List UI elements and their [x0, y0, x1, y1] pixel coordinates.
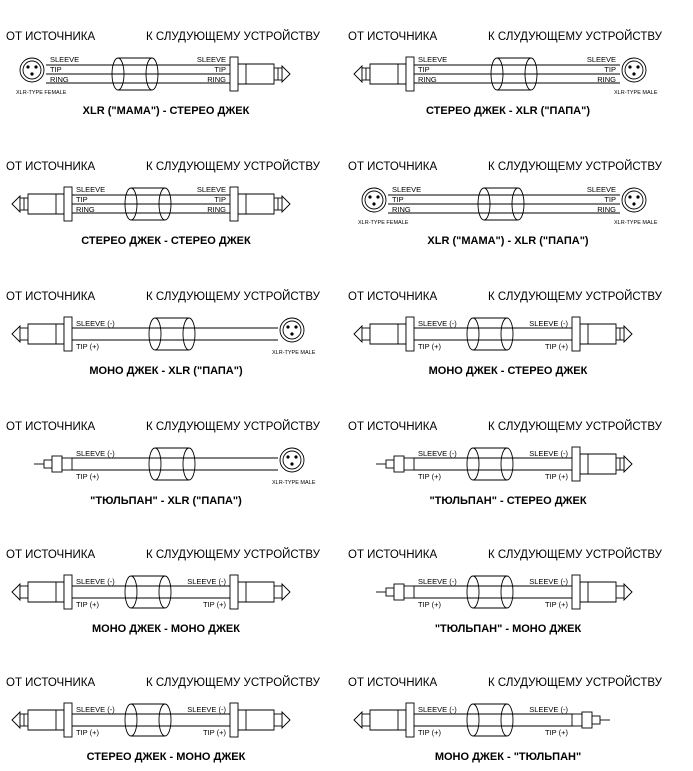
source-label: ОТ ИСТОЧНИКА [6, 161, 96, 173]
tip-label: TIP (+) [203, 728, 226, 737]
stereo-jack-connector [12, 703, 72, 737]
destination-label: К СЛУДУЮЩЕМУ УСТРОЙСТВУ [146, 421, 320, 433]
jack-collar [64, 187, 72, 221]
diagram-title: "ТЮЛЬПАН" - XLR ("ПАПА") [90, 495, 242, 507]
diagram-6 [348, 290, 663, 377]
diagram-title: "ТЮЛЬПАН" - МОНО ДЖЕК [434, 623, 582, 635]
rca-body [394, 584, 404, 600]
diagram-title: МОНО ДЖЕК - МОНО ДЖЕК [92, 623, 240, 635]
xlr-pin [632, 72, 635, 75]
jack-tip [12, 326, 20, 342]
xlr-pin [628, 65, 631, 68]
jack-ring-segment [362, 328, 370, 340]
diagram-11 [6, 676, 321, 763]
jack-collar [406, 703, 414, 737]
source-label: ОТ ИСТОЧНИКА [348, 421, 438, 433]
ring-label: RING [50, 75, 69, 84]
destination-label: К СЛУДУЮЩЕМУ УСТРОЙСТВУ [146, 677, 320, 689]
sleeve-label: SLEEVE (-) [187, 577, 226, 586]
jack-tip [624, 326, 632, 342]
diagram-8 [348, 420, 663, 507]
sleeve-label: SLEEVE (-) [76, 319, 115, 328]
tip-label: TIP [50, 65, 62, 74]
jack-tip [354, 712, 362, 728]
sleeve-label: SLEEVE [76, 185, 106, 194]
xlr-pin [290, 462, 293, 465]
rca-body [394, 456, 404, 472]
sleeve-label: SLEEVE (-) [418, 449, 457, 458]
sleeve-label: SLEEVE [418, 55, 448, 64]
tip-label: TIP [214, 65, 226, 74]
rca-sleeve [386, 588, 394, 596]
diagram-10 [348, 548, 663, 635]
stereo-jack-connector [230, 187, 290, 221]
jack-tip [282, 712, 290, 728]
jack-tip [624, 584, 632, 600]
xlr-pin [632, 202, 635, 205]
xlr-pin [372, 202, 375, 205]
source-label: ОТ ИСТОЧНИКА [6, 677, 96, 689]
sleeve-label: SLEEVE [196, 55, 226, 64]
xlr-shell [362, 188, 386, 212]
sleeve-label: SLEEVE (-) [76, 705, 115, 714]
diagram-2 [348, 30, 663, 117]
jack-collar [572, 447, 580, 481]
sleeve-label: SLEEVE [586, 185, 616, 194]
tip-label: TIP (+) [76, 342, 99, 351]
rca-body [52, 456, 62, 472]
jack-barrel [580, 454, 616, 474]
jack-barrel [580, 324, 616, 344]
source-label: ОТ ИСТОЧНИКА [348, 291, 438, 303]
tip-label: TIP (+) [545, 342, 568, 351]
jack-barrel [28, 194, 64, 214]
xlr-male-label: XLR-TYPE MALE [272, 480, 316, 486]
xlr-pin [376, 195, 379, 198]
sleeve-label: SLEEVE [50, 55, 80, 64]
tip-label: TIP [392, 195, 404, 204]
source-label: ОТ ИСТОЧНИКА [348, 549, 438, 561]
xlr-female-connector [362, 188, 386, 212]
jack-tip [354, 66, 362, 82]
tip-label: TIP (+) [76, 600, 99, 609]
sleeve-label: SLEEVE (-) [529, 577, 568, 586]
diagram-title: МОНО ДЖЕК - "ТЮЛЬПАН" [434, 751, 582, 763]
tip-label: TIP (+) [418, 472, 441, 481]
xlr-shell [20, 58, 44, 82]
sleeve-label: SLEEVE [586, 55, 616, 64]
tip-label: TIP (+) [545, 600, 568, 609]
diagram-3 [6, 160, 321, 247]
source-label: ОТ ИСТОЧНИКА [6, 31, 96, 43]
sleeve-label: SLEEVE (-) [76, 449, 115, 458]
mono-jack-connector [572, 575, 632, 609]
diagram-title: СТЕРЕО ДЖЕК - СТЕРЕО ДЖЕК [81, 235, 251, 247]
xlr-pin [636, 65, 639, 68]
tip-label: TIP (+) [76, 728, 99, 737]
jack-tip [12, 196, 20, 212]
jack-collar [230, 703, 238, 737]
cable-shield [467, 318, 513, 350]
jack-collar [64, 703, 72, 737]
cable-shield [467, 576, 513, 608]
tip-label: TIP (+) [545, 728, 568, 737]
diagram-title: СТЕРЕО ДЖЕК - МОНО ДЖЕК [86, 751, 246, 763]
mono-jack-connector [354, 317, 414, 351]
sleeve-label: SLEEVE [196, 185, 226, 194]
ring-label: RING [597, 75, 616, 84]
tip-label: TIP [418, 65, 430, 74]
destination-label: К СЛУДУЮЩЕМУ УСТРОЙСТВУ [488, 31, 662, 43]
tip-label: TIP (+) [418, 600, 441, 609]
xlr-pin [294, 325, 297, 328]
cable-shield [149, 318, 195, 350]
jack-tip [282, 196, 290, 212]
jack-collar [572, 575, 580, 609]
destination-label: К СЛУДУЮЩЕМУ УСТРОЙСТВУ [146, 549, 320, 561]
xlr-pin [30, 72, 33, 75]
sleeve-label: SLEEVE (-) [418, 577, 457, 586]
tip-label: TIP [604, 65, 616, 74]
jack-ring-segment [616, 586, 624, 598]
stereo-jack-connector [354, 57, 414, 91]
rca-connector [376, 584, 414, 600]
xlr-male-label: XLR-TYPE MALE [614, 90, 658, 96]
sleeve-label: SLEEVE (-) [187, 705, 226, 714]
diagram-12 [348, 676, 663, 763]
jack-collar [406, 317, 414, 351]
rca-grip [404, 458, 414, 470]
diagram-1 [6, 30, 321, 117]
jack-collar [230, 575, 238, 609]
jack-barrel [28, 324, 64, 344]
jack-ring-segment [362, 714, 370, 726]
rca-connector [572, 712, 610, 728]
source-label: ОТ ИСТОЧНИКА [6, 549, 96, 561]
sleeve-label: SLEEVE [392, 185, 422, 194]
source-label: ОТ ИСТОЧНИКА [348, 31, 438, 43]
stereo-jack-connector [572, 447, 632, 481]
jack-barrel [580, 582, 616, 602]
diagram-title: МОНО ДЖЕК - СТЕРЕО ДЖЕК [428, 365, 588, 377]
jack-tip [282, 66, 290, 82]
sleeve-label: SLEEVE (-) [418, 705, 457, 714]
tip-label: TIP (+) [203, 600, 226, 609]
stereo-jack-connector [12, 187, 72, 221]
jack-ring-segment [274, 586, 282, 598]
source-label: ОТ ИСТОЧНИКА [348, 161, 438, 173]
jack-tip [282, 584, 290, 600]
jack-barrel [28, 582, 64, 602]
ring-label: RING [207, 75, 226, 84]
source-label: ОТ ИСТОЧНИКА [348, 677, 438, 689]
jack-barrel [238, 194, 274, 214]
mono-jack-connector [354, 703, 414, 737]
xlr-shell [280, 318, 304, 342]
destination-label: К СЛУДУЮЩЕМУ УСТРОЙСТВУ [488, 549, 662, 561]
diagram-title: XLR ("МАМА") - XLR ("ПАПА") [427, 235, 589, 247]
ring-label: RING [207, 205, 226, 214]
jack-tip [354, 326, 362, 342]
tip-label: TIP [604, 195, 616, 204]
jack-tip [624, 456, 632, 472]
xlr-pin [290, 332, 293, 335]
destination-label: К СЛУДУЮЩЕМУ УСТРОЙСТВУ [146, 161, 320, 173]
cable-shield [467, 704, 513, 736]
xlr-female-label: XLR-TYPE FEMALE [16, 90, 67, 96]
xlr-male-label: XLR-TYPE MALE [614, 220, 658, 226]
destination-label: К СЛУДУЮЩЕМУ УСТРОЙСТВУ [146, 31, 320, 43]
jack-tip [12, 712, 20, 728]
xlr-pin [294, 455, 297, 458]
xlr-shell [280, 448, 304, 472]
diagram-title: XLR ("МАМА") - СТЕРЕО ДЖЕК [82, 105, 250, 117]
diagram-title: СТЕРЕО ДЖЕК - XLR ("ПАПА") [426, 105, 590, 117]
mono-jack-connector [12, 317, 72, 351]
destination-label: К СЛУДУЮЩЕМУ УСТРОЙСТВУ [488, 421, 662, 433]
diagram-5 [6, 290, 321, 377]
diagram-7 [6, 420, 321, 507]
sleeve-label: SLEEVE (-) [529, 319, 568, 328]
cable-shield [149, 448, 195, 480]
destination-label: К СЛУДУЮЩЕМУ УСТРОЙСТВУ [488, 161, 662, 173]
xlr-pin [286, 325, 289, 328]
xlr-male-connector [622, 58, 646, 82]
stereo-jack-connector [230, 57, 290, 91]
jack-collar [406, 57, 414, 91]
stereo-jack-connector [572, 317, 632, 351]
xlr-pin [34, 65, 37, 68]
ring-label: RING [597, 205, 616, 214]
jack-collar [572, 317, 580, 351]
rca-connector [34, 456, 72, 472]
jack-barrel [370, 324, 406, 344]
mono-jack-connector [230, 575, 290, 609]
rca-sleeve [44, 460, 52, 468]
ring-label: RING [392, 205, 411, 214]
ring-label: RING [76, 205, 95, 214]
xlr-pin [636, 195, 639, 198]
tip-label: TIP [214, 195, 226, 204]
sleeve-label: SLEEVE (-) [529, 449, 568, 458]
cable-shield [125, 576, 171, 608]
tip-label: TIP (+) [418, 728, 441, 737]
sleeve-label: SLEEVE (-) [529, 705, 568, 714]
xlr-male-connector [622, 188, 646, 212]
rca-grip [62, 458, 72, 470]
mono-jack-connector [12, 575, 72, 609]
source-label: ОТ ИСТОЧНИКА [6, 291, 96, 303]
rca-connector [376, 456, 414, 472]
destination-label: К СЛУДУЮЩЕМУ УСТРОЙСТВУ [146, 291, 320, 303]
jack-ring-segment [20, 586, 28, 598]
jack-collar [64, 575, 72, 609]
tip-label: TIP [76, 195, 88, 204]
jack-tip [12, 584, 20, 600]
source-label: ОТ ИСТОЧНИКА [6, 421, 96, 433]
tip-label: TIP (+) [418, 342, 441, 351]
xlr-pin [628, 195, 631, 198]
jack-barrel [28, 710, 64, 730]
rca-grip [404, 586, 414, 598]
xlr-shell [622, 188, 646, 212]
jack-barrel [370, 710, 406, 730]
ring-label: RING [418, 75, 437, 84]
xlr-female-connector [20, 58, 44, 82]
xlr-pin [368, 195, 371, 198]
xlr-pin [286, 455, 289, 458]
diagram-9 [6, 548, 321, 635]
xlr-male-label: XLR-TYPE MALE [272, 350, 316, 356]
rca-sleeve [592, 716, 600, 724]
sleeve-label: SLEEVE (-) [418, 319, 457, 328]
jack-ring-segment [274, 714, 282, 726]
jack-collar [64, 317, 72, 351]
destination-label: К СЛУДУЮЩЕМУ УСТРОЙСТВУ [488, 291, 662, 303]
rca-body [582, 712, 592, 728]
xlr-shell [622, 58, 646, 82]
tip-label: TIP (+) [76, 472, 99, 481]
jack-collar [230, 187, 238, 221]
xlr-male-connector [280, 448, 304, 472]
xlr-female-label: XLR-TYPE FEMALE [358, 220, 409, 226]
jack-ring-segment [20, 328, 28, 340]
diagram-4 [348, 160, 663, 247]
xlr-pin [26, 65, 29, 68]
rca-sleeve [386, 460, 394, 468]
diagram-title: "ТЮЛЬПАН" - СТЕРЕО ДЖЕК [429, 495, 587, 507]
xlr-male-connector [280, 318, 304, 342]
diagram-title: МОНО ДЖЕК - XLR ("ПАПА") [89, 365, 243, 377]
cable-shield [125, 704, 171, 736]
cable-shield [467, 448, 513, 480]
jack-barrel [370, 64, 406, 84]
destination-label: К СЛУДУЮЩЕМУ УСТРОЙСТВУ [488, 677, 662, 689]
jack-barrel [238, 582, 274, 602]
jack-barrel [238, 64, 274, 84]
rca-grip [572, 714, 582, 726]
tip-label: TIP (+) [545, 472, 568, 481]
jack-collar [230, 57, 238, 91]
sleeve-label: SLEEVE (-) [76, 577, 115, 586]
mono-jack-connector [230, 703, 290, 737]
jack-barrel [238, 710, 274, 730]
